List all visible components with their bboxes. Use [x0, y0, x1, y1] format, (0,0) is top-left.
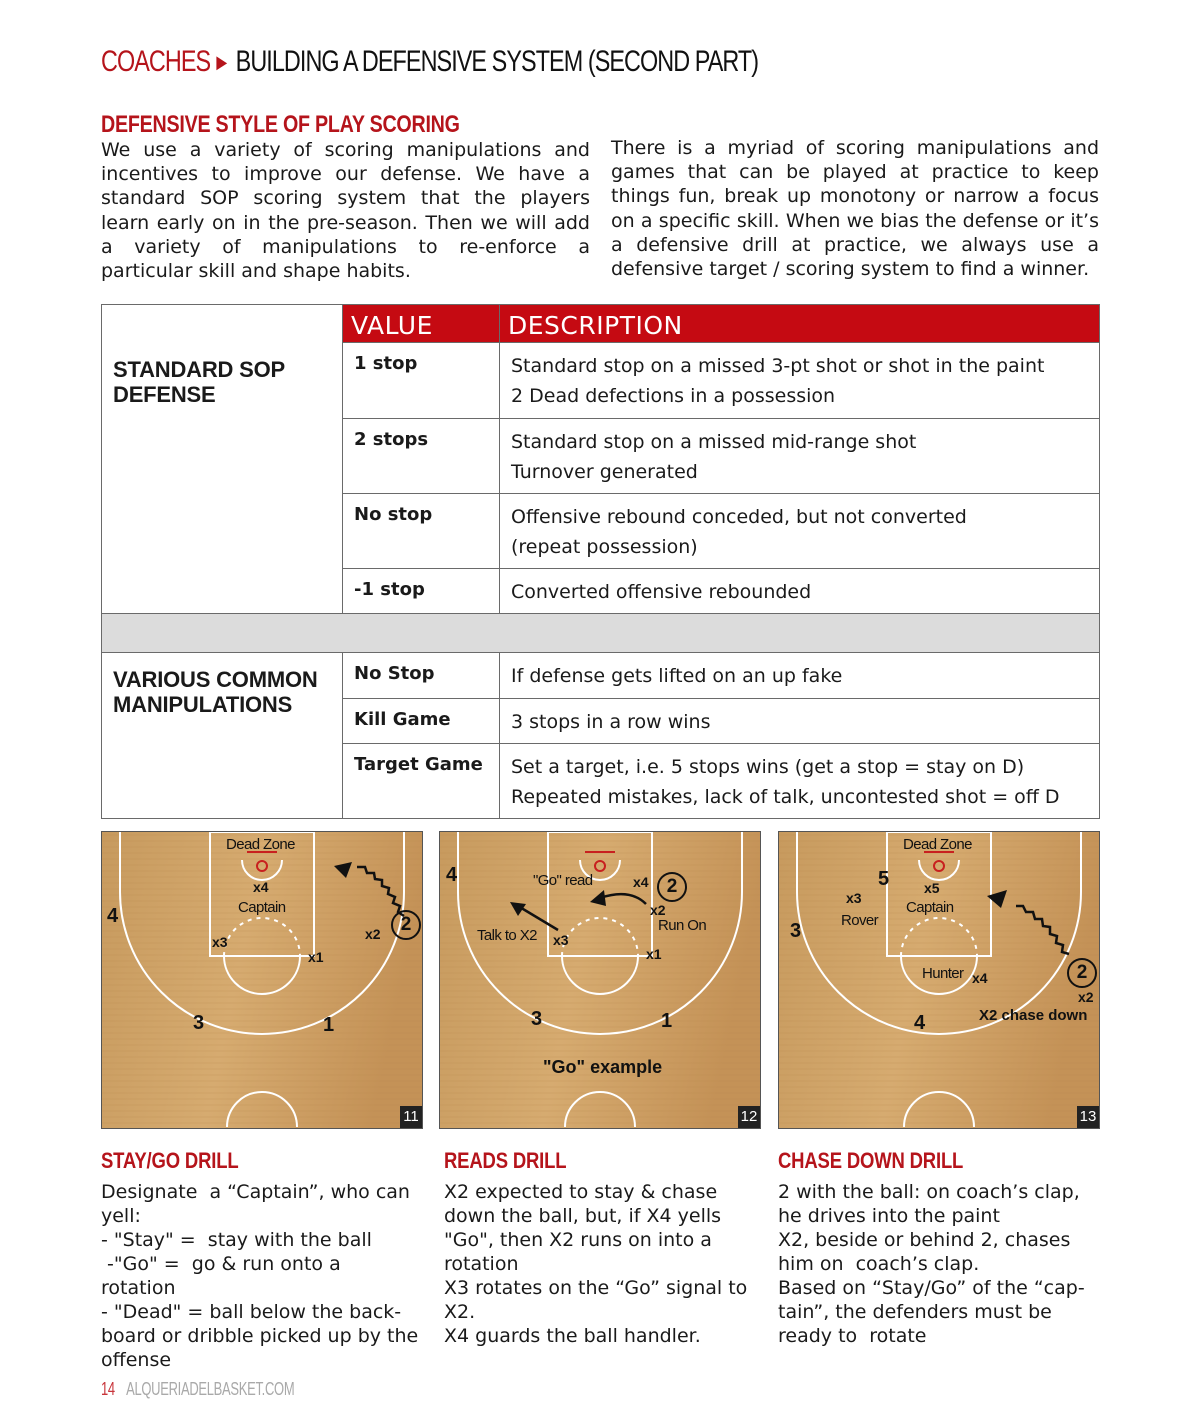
category-manipulations: VARIOUS COMMON MANIPULATIONS: [102, 653, 343, 819]
value-cell: 1 stop: [343, 343, 500, 419]
drill-title: READS DRILL: [444, 1148, 567, 1173]
player-x4: x4: [972, 970, 988, 986]
category-standard: STANDARD SOP DEFENSE: [102, 305, 343, 614]
go-read-label: "Go" read: [533, 872, 593, 889]
diagram-number: 12: [738, 1106, 760, 1128]
player-x2: x2: [650, 902, 666, 918]
player-x3: x3: [846, 890, 862, 906]
dead-zone-label: Dead Zone: [226, 836, 295, 853]
player-x2: x2: [365, 926, 381, 942]
value-cell: -1 stop: [343, 569, 500, 614]
column-header-value: VALUE: [343, 305, 500, 343]
player-2: 2: [1067, 958, 1097, 988]
player-x1: x1: [646, 946, 662, 962]
player-4: 4: [446, 864, 458, 886]
value-cell: Target Game: [343, 744, 500, 819]
rover-label: Rover: [841, 912, 879, 929]
description-cell: If defense gets lifted on an up fake: [500, 653, 1100, 699]
drill-title: CHASE DOWN DRILL: [778, 1148, 964, 1173]
description-cell: Set a target, i.e. 5 stops wins (get a stop = stay on D) Repeated mistakes, lack of talk, uncontested shot = off D: [500, 744, 1100, 819]
intro-left: We use a variety of scoring manipulations and incentives to improve our defense. We have a standard SOP scoring system that the players learn early on in the pre-season. Then we will add a variety of manipulations to re-enforce a particular skill and shape habits.: [101, 139, 590, 283]
captain-label: Captain: [238, 899, 286, 916]
drill-reads: [444, 1148, 766, 1348]
captain-label: Captain: [906, 899, 954, 916]
chase-label: X2 chase down: [979, 1007, 1088, 1024]
drill-title: STAY/GO DRILL: [101, 1148, 239, 1173]
description-cell: Standard stop on a missed mid-range shot Turnover generated: [500, 419, 1100, 494]
player-1: 1: [661, 1010, 673, 1032]
drill-chase-down: [778, 1148, 1100, 1348]
drill-body: Designate a “Captain”, who can yell: - "Stay" = stay with the ball -"Go" = go & run onto a rotation - "Dead" = ball below the back-board or dribble picked up by the offense: [101, 1181, 419, 1371]
description-cell: Offensive rebound conceded, but not converted (repeat possession): [500, 494, 1100, 569]
player-5: 5: [878, 868, 890, 890]
player-x4: x4: [633, 874, 649, 890]
drill-body: 2 with the ball: on coach’s clap, he drives into the paint X2, beside or behind 2, chases him on coach’s clap. Based on “Stay/Go” of the “cap-tain”, the defenders must be ready to rotate: [778, 1181, 1085, 1347]
page-footer: [101, 1379, 294, 1400]
dead-zone-label: Dead Zone: [903, 836, 972, 853]
section-subheading: DEFENSIVE STYLE OF PLAY SCORING: [101, 111, 460, 138]
run-on-label: Run On: [658, 917, 707, 934]
description-cell: Standard stop on a missed 3-pt shot or shot in the paint 2 Dead defections in a possession: [500, 343, 1100, 419]
player-x2: x2: [1078, 989, 1094, 1005]
value-cell: 2 stops: [343, 419, 500, 494]
player-3: 3: [193, 1012, 205, 1034]
description-cell: Converted offensive rebounded: [500, 569, 1100, 614]
table-row: [102, 653, 1100, 699]
diagram-number: 13: [1077, 1106, 1099, 1128]
value-cell: No stop: [343, 494, 500, 569]
page-number: 14: [101, 1379, 115, 1399]
caret-right-icon: ▶: [216, 51, 227, 72]
scoring-table: [101, 304, 1100, 819]
hunter-label: Hunter: [922, 965, 964, 982]
player-3: 3: [790, 920, 802, 942]
value-cell: No Stop: [343, 653, 500, 699]
intro-right: There is a myriad of scoring manipulations and games that can be played at practice to keep things fun, break up monotony or narrow a focus on a specific skill. When we bias the defense or it’s a defensive drill at practice, we always use a defensive target / scoring system to find a winner.: [611, 137, 1099, 281]
player-1: 1: [323, 1014, 335, 1036]
player-2: 2: [391, 910, 421, 940]
page-header: [101, 40, 758, 84]
diagram-number: 11: [400, 1106, 422, 1128]
court-diagram-11: [101, 831, 423, 1129]
diagram-caption: "Go" example: [543, 1057, 663, 1077]
player-4: 4: [107, 905, 119, 927]
table-spacer-row: [102, 614, 1100, 653]
description-cell: 3 stops in a row wins: [500, 699, 1100, 744]
drill-stay-go: [101, 1148, 419, 1372]
player-x4: x4: [253, 879, 269, 895]
player-2: 2: [657, 872, 687, 902]
section-label: COACHES: [101, 45, 211, 78]
player-x3: x3: [212, 934, 228, 950]
player-x3: x3: [553, 932, 569, 948]
talk-label: Talk to X2: [477, 927, 537, 944]
court-diagram-12: [439, 831, 761, 1129]
value-cell: Kill Game: [343, 699, 500, 744]
drill-body: X2 expected to stay & chase down the ball, but, if X4 yells "Go", then X2 runs on into a rotation X3 rotates on the “Go” signal to X2. X4 guards the ball handler.: [444, 1181, 748, 1347]
court-diagram-13: [778, 831, 1100, 1129]
player-3: 3: [531, 1008, 543, 1030]
site-link[interactable]: ALQUERIADELBASKET.COM: [126, 1379, 295, 1399]
page-title: BUILDING A DEFENSIVE SYSTEM (SECOND PART): [235, 45, 759, 78]
player-x5: x5: [924, 880, 940, 896]
player-x1: x1: [308, 949, 324, 965]
player-4: 4: [914, 1012, 926, 1034]
column-header-description: DESCRIPTION: [500, 305, 1100, 343]
